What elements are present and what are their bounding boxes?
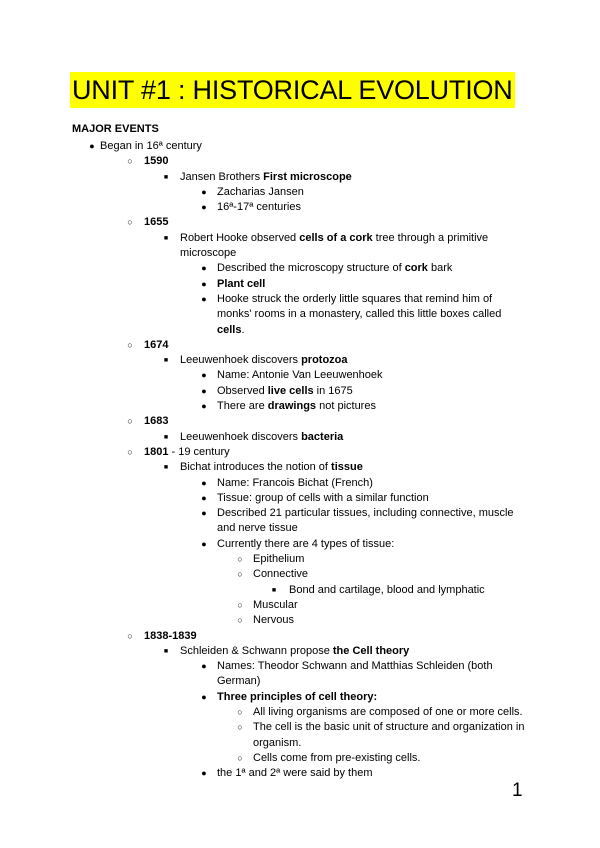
disc-bullet-icon: ● <box>201 278 207 289</box>
text-run: bark <box>427 262 453 275</box>
outline-line <box>0 368 600 383</box>
text-run: Name: Antonie Van Leeuwenhoek <box>217 369 383 382</box>
text-run: Currently there are 4 types of tissue: <box>217 537 395 550</box>
outline-line <box>0 139 600 154</box>
bold-text: cells of a cork <box>299 231 373 244</box>
outline-text <box>217 292 492 307</box>
text-run: the 1ª and 2ª were said by them <box>217 767 373 780</box>
bold-text: Plant cell <box>217 277 266 290</box>
outline-text <box>217 659 493 674</box>
outline-line <box>0 399 600 414</box>
text-run: Hooke struck the orderly little squares that remind him of <box>217 292 493 305</box>
circle-bullet-icon: ○ <box>127 217 133 228</box>
circle-bullet-icon: ○ <box>237 569 243 580</box>
disc-bullet-icon: ● <box>201 370 207 381</box>
circle-bullet-icon: ○ <box>237 554 243 565</box>
text-run: Names: Theodor Schwann and Matthias Schleiden (both <box>217 660 493 673</box>
bold-text: 1674 <box>144 338 169 351</box>
text-run: All living organisms are composed of one or more cells. <box>253 705 523 718</box>
outline-line <box>0 705 600 720</box>
outline-text <box>253 705 523 720</box>
text-run: The cell is the basic unit of structure and organization in <box>253 721 525 734</box>
section-heading: MAJOR EVENTS <box>72 123 159 135</box>
outline-text <box>217 368 383 383</box>
outline-line <box>0 154 600 169</box>
disc-bullet-icon: ● <box>201 538 207 549</box>
disc-bullet-icon: ● <box>201 661 207 672</box>
bold-text: 1683 <box>144 415 169 428</box>
bold-text: First microscope <box>263 170 352 183</box>
outline-text <box>180 353 348 368</box>
text-run: 16ª-17ª centuries <box>217 201 301 214</box>
bold-text: cork <box>404 262 428 275</box>
outline-line <box>0 215 600 230</box>
circle-bullet-icon: ○ <box>237 752 243 763</box>
outline-text <box>144 629 197 644</box>
outline-line <box>0 384 600 399</box>
outline-text <box>217 690 377 705</box>
outline-line <box>0 185 600 200</box>
disc-bullet-icon: ● <box>201 293 207 304</box>
outline-line <box>0 292 600 307</box>
outline-text <box>253 598 298 613</box>
outline-line <box>0 200 600 215</box>
bold-text: bacteria <box>301 430 344 443</box>
text-run: Epithelium <box>253 553 305 566</box>
outline-text <box>217 674 260 689</box>
text-run: tree through a primitive <box>372 231 489 244</box>
square-bullet-icon: ■ <box>163 464 169 472</box>
square-bullet-icon: ■ <box>271 586 277 594</box>
notes-outline <box>0 139 600 781</box>
outline-text <box>180 170 352 185</box>
text-run: Described 21 particular tissues, including connective, muscle <box>217 507 514 520</box>
disc-bullet-icon: ● <box>89 141 95 151</box>
circle-bullet-icon: ○ <box>127 446 133 457</box>
circle-bullet-icon: ○ <box>127 416 133 427</box>
outline-line <box>0 445 600 460</box>
disc-bullet-icon: ● <box>201 492 207 503</box>
outline-text <box>253 613 294 628</box>
bold-text: drawings <box>267 400 317 413</box>
outline-line <box>0 567 600 582</box>
outline-text <box>217 506 514 521</box>
outline-text <box>289 583 485 598</box>
bold-text: cells <box>217 323 242 336</box>
text-run: Observed <box>217 384 268 397</box>
outline-line <box>0 491 600 506</box>
outline-text <box>217 766 373 781</box>
bold-text: 1801 <box>144 445 169 458</box>
outline-line <box>0 261 600 276</box>
outline-text <box>217 537 394 552</box>
text-run: Nervous <box>253 614 294 627</box>
disc-bullet-icon: ● <box>201 202 207 213</box>
text-run: Cells come from pre-existing cells. <box>253 751 421 764</box>
outline-line <box>0 583 600 598</box>
outline-line <box>0 751 600 766</box>
circle-bullet-icon: ○ <box>127 156 133 167</box>
outline-text <box>144 338 168 353</box>
text-run: Connective <box>253 568 309 581</box>
outline-text <box>217 384 353 399</box>
bold-text: the Cell theory <box>332 644 410 657</box>
page-title: UNIT #1 : HISTORICAL EVOLUTION <box>70 72 515 108</box>
outline-text <box>217 491 429 506</box>
square-bullet-icon: ■ <box>163 173 169 181</box>
outline-text <box>180 246 236 261</box>
bold-text: 1655 <box>144 216 169 229</box>
outline-line <box>0 460 600 475</box>
outline-text <box>217 399 376 414</box>
outline-line <box>0 323 600 338</box>
text-run: not pictures <box>316 400 376 413</box>
text-run: Robert Hooke observed <box>180 231 300 244</box>
outline-text <box>253 736 301 751</box>
outline-text <box>253 751 421 766</box>
disc-bullet-icon: ● <box>201 263 207 274</box>
outline-text <box>144 154 168 169</box>
bold-text: tissue <box>331 461 363 474</box>
outline-text <box>217 476 373 491</box>
outline-text <box>180 644 409 659</box>
circle-bullet-icon: ○ <box>237 706 243 717</box>
outline-text <box>253 720 524 735</box>
outline-line <box>0 430 600 445</box>
outline-line <box>0 552 600 567</box>
square-bullet-icon: ■ <box>163 357 169 365</box>
bold-text: live cells <box>267 384 314 397</box>
outline-text <box>180 231 488 246</box>
outline-text <box>253 567 308 582</box>
bold-text: Three principles of cell theory: <box>217 690 378 703</box>
square-bullet-icon: ■ <box>163 234 169 242</box>
disc-bullet-icon: ● <box>201 477 207 488</box>
outline-line <box>0 338 600 353</box>
outline-line <box>0 766 600 781</box>
outline-text <box>144 414 168 429</box>
text-run: Leeuwenhoek discovers <box>180 354 302 367</box>
outline-text <box>180 430 343 445</box>
text-run: Leeuwenhoek discovers <box>180 430 302 443</box>
circle-bullet-icon: ○ <box>237 599 243 610</box>
text-run: organism. <box>253 736 302 749</box>
disc-bullet-icon: ● <box>201 508 207 519</box>
disc-bullet-icon: ● <box>201 401 207 412</box>
disc-bullet-icon: ● <box>201 768 207 779</box>
bold-text: protozoa <box>301 354 348 367</box>
disc-bullet-icon: ● <box>201 385 207 396</box>
outline-text <box>253 552 304 567</box>
bold-text: 1590 <box>144 155 169 168</box>
disc-bullet-icon: ● <box>201 186 207 197</box>
outline-line <box>0 613 600 628</box>
outline-line <box>0 537 600 552</box>
text-run: in 1675 <box>313 384 353 397</box>
outline-line <box>0 170 600 185</box>
outline-line <box>0 720 600 735</box>
text-run: Described the microscopy structure of <box>217 262 405 275</box>
text-run: Jansen Brothers <box>180 170 264 183</box>
outline-text <box>144 215 168 230</box>
text-run: . <box>241 323 245 336</box>
text-run: German) <box>217 675 261 688</box>
outline-line <box>0 674 600 689</box>
circle-bullet-icon: ○ <box>127 630 133 641</box>
circle-bullet-icon: ○ <box>127 339 133 350</box>
page-number: 1 <box>512 780 523 801</box>
outline-text <box>217 185 304 200</box>
text-run: Began in 16ª century <box>100 140 202 152</box>
text-run: Bichat introduces the notion of <box>180 461 332 474</box>
bold-text: 1838-1839 <box>144 629 197 642</box>
outline-text <box>217 277 265 292</box>
outline-line <box>0 476 600 491</box>
circle-bullet-icon: ○ <box>237 722 243 733</box>
outline-line <box>0 307 600 322</box>
outline-line <box>0 659 600 674</box>
circle-bullet-icon: ○ <box>237 615 243 626</box>
outline-line <box>0 598 600 613</box>
square-bullet-icon: ■ <box>163 433 169 441</box>
square-bullet-icon: ■ <box>163 647 169 655</box>
outline-text <box>217 307 501 322</box>
text-run: - 19 century <box>168 445 230 458</box>
outline-text <box>144 445 230 460</box>
outline-text <box>217 323 245 338</box>
outline-text <box>180 460 363 475</box>
outline-line <box>0 231 600 246</box>
text-run: microscope <box>180 247 237 260</box>
disc-bullet-icon: ● <box>201 691 207 702</box>
outline-text <box>217 261 452 276</box>
outline-text <box>217 521 298 536</box>
outline-text <box>217 200 301 215</box>
text-run: and nerve tissue <box>217 522 298 535</box>
outline-line <box>0 353 600 368</box>
text-run: Muscular <box>253 598 298 611</box>
text-run: monks' rooms in a monastery, called this little boxes called <box>217 308 502 321</box>
outline-text <box>100 139 202 154</box>
outline-line <box>0 644 600 659</box>
outline-line <box>0 414 600 429</box>
outline-line <box>0 629 600 644</box>
text-run: Schleiden & Schwann propose <box>180 644 333 657</box>
outline-line <box>0 690 600 705</box>
outline-line <box>0 521 600 536</box>
text-run: Zacharias Jansen <box>217 185 304 198</box>
text-run: Tissue: group of cells with a similar function <box>217 491 429 504</box>
text-run: Bond and cartilage, blood and lymphatic <box>289 583 485 596</box>
text-run: There are <box>217 400 268 413</box>
text-run: Name: Francois Bichat (French) <box>217 476 373 489</box>
outline-line <box>0 736 600 751</box>
outline-line <box>0 246 600 261</box>
outline-line <box>0 506 600 521</box>
outline-line <box>0 277 600 292</box>
